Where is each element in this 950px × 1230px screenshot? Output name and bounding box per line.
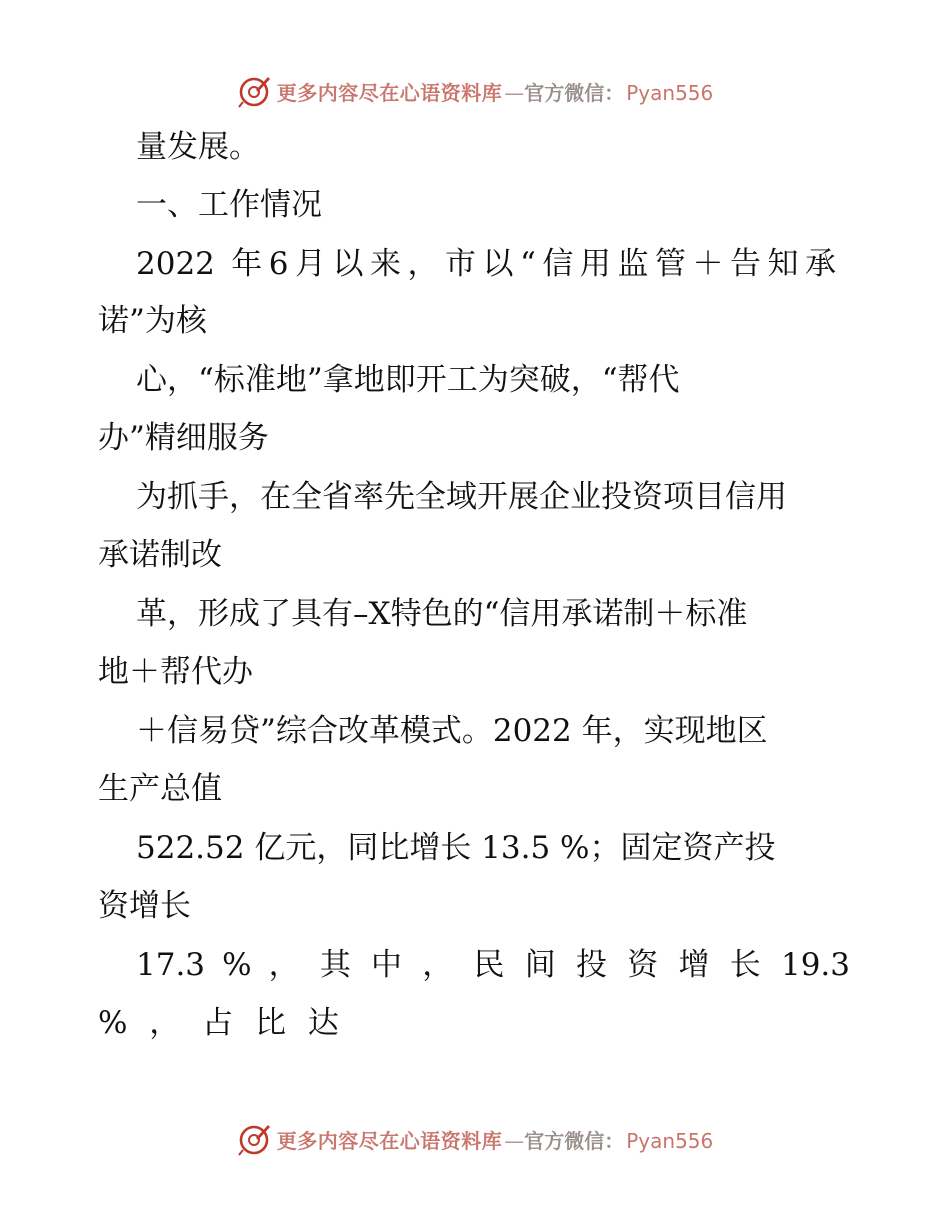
body-line: 办”精细服务 — [98, 420, 269, 456]
body-line: 17.3 % ， 其 中 ， 民 间 投 资 增 长 19.3 — [136, 947, 850, 983]
watermark-label: 官方微信： — [524, 1128, 625, 1153]
body-line: 革，形成了具有–X特色的“信用承诺制＋标准 — [136, 596, 748, 632]
watermark-wechat-id: Pyan556 — [626, 80, 714, 105]
footer-watermark — [0, 1119, 950, 1159]
watermark-main-text: 更多内容尽在心语资料库 — [276, 80, 503, 105]
body-line: 地＋帮代办 — [98, 654, 253, 690]
section-heading: 一、工作情况 — [136, 187, 322, 223]
body-line: 量发展。 — [136, 129, 260, 165]
body-line: 为抓手，在全省率先全域开展企业投资项目信用 — [136, 479, 787, 515]
body-line: 生产总值 — [98, 771, 222, 807]
body-line: 2022 年6月以来，市以“信用监管＋告知承 — [136, 246, 836, 282]
watermark-main-text: 更多内容尽在心语资料库 — [276, 1128, 503, 1153]
body-line: ＋信易贷”综合改革模式。2022 年，实现地区 — [136, 713, 768, 749]
body-line: 心，“标准地”拿地即开工为突破，“帮代 — [136, 362, 680, 398]
watermark-dash: — — [504, 80, 523, 105]
watermark-dash: — — [504, 1128, 523, 1153]
body-line: 522.52 亿元，同比增长 13.5 %；固定资产投 — [136, 830, 776, 866]
body-line: 诺”为核 — [98, 303, 207, 339]
pen-logo-icon — [237, 1122, 271, 1156]
watermark-label: 官方微信： — [524, 80, 625, 105]
watermark-wechat-id: Pyan556 — [626, 1128, 714, 1153]
body-line: 资增长 — [98, 888, 191, 924]
body-line: 承诺制改 — [98, 537, 222, 573]
body-line: % ， 占 比 达 — [98, 1005, 345, 1041]
